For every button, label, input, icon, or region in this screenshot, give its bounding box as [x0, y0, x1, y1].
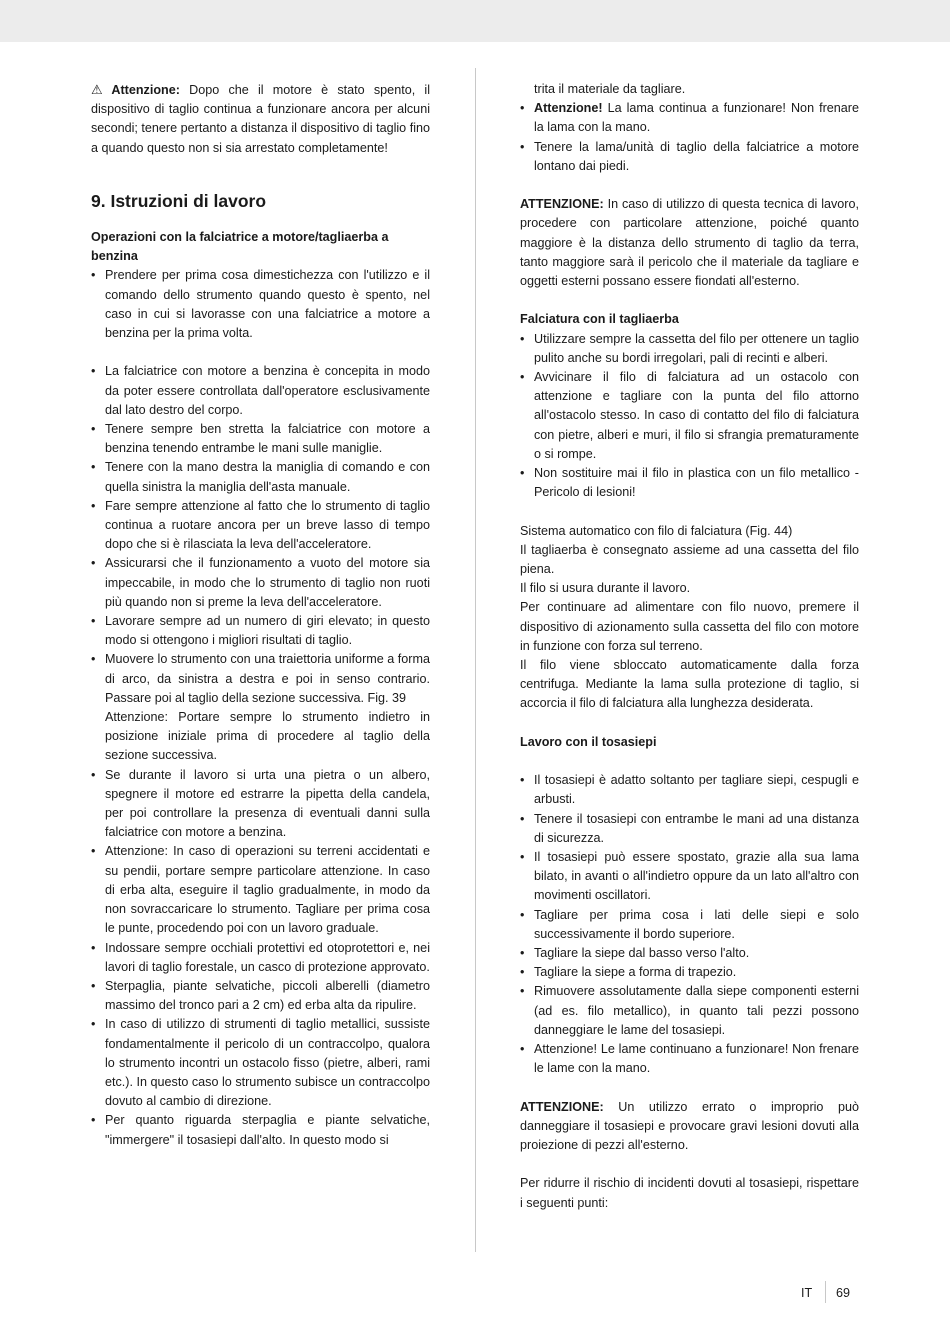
subhead-petrol-mower: Operazioni con la falciatrice a motore/tagliaerba a benzina [91, 230, 389, 264]
list-item: • In caso di utilizzo di strumenti di taglio metallici, sussiste fondamentalmente il pericolo di un contraccolpo, qualora lo strumento incontri un ostacolo fisso (pietre, alberi, rami etc.). In questo caso lo strumento subisce un contraccolpo dovuto al cambio di direzione. [91, 1015, 430, 1111]
header-band [0, 0, 950, 42]
footer-separator [825, 1281, 826, 1303]
list-item: • Attenzione! Le lame continuano a funzionare! Non frenare le lame con la mano. [520, 1040, 859, 1078]
list-item: • Lavorare sempre ad un numero di giri elevato; in questo modo si ottengono i migliori risultati di taglio. [91, 612, 430, 650]
list-item [91, 650, 430, 765]
list-item: • Per quanto riguarda sterpaglia e piante selvatiche, "immergere" il tosasiepi dall'alto. In questo modo si [91, 1111, 430, 1149]
list-item: • Attenzione: In caso di operazioni su terreni accidentati e su pendii, portare sempre particolare attenzione. In caso di erba alta, eseguire il taglio gradualmente, in modo da non sovraccaricare lo strumento. Tagliare per prima cosa le punte, procedendo poi con un lavoro graduale. [91, 842, 430, 938]
bullet-list-top [520, 99, 859, 176]
auto-line: Il tagliaerba è consegnato assieme ad una cassetta del filo piena. [520, 542, 859, 577]
section-title: 9. Istruzioni di lavoro [91, 191, 267, 211]
list-item [520, 99, 859, 137]
list-item: • Fare sempre attenzione al fatto che lo strumento di taglio continua a ruotare ancora per un breve lasso di tempo dopo che si è rilasciata la leva dell'acceleratore. [91, 497, 430, 555]
list-item: • Tenere il tosasiepi con entrambe le mani ad una distanza di sicurezza. [520, 810, 859, 848]
warning-text: Dopo che il motore è stato spento, il dispositivo di taglio continua a funzionare ancora per alcuni secondi; tenere pertanto a distanza il dispositivo di taglio fino a quando questo non si sia arrestato completamente! [91, 83, 430, 155]
attention-text: Un utilizzo errato o improprio può danneggiare il tosasiepi e provocare gravi lesioni dovuti alla proiezione di pezzi all'esterno. [520, 1099, 859, 1153]
list-item: • Tagliare per prima cosa i lati delle siepi e solo successivamente il bordo superiore. [520, 906, 859, 944]
subhead-hedge-trimmer: Lavoro con il tosasiepi [520, 734, 657, 749]
list-item: • Tagliare la siepe a forma di trapezio. [520, 963, 859, 982]
continuation-text: trita il materiale da tagliare. [534, 82, 686, 96]
list-item: • Avvicinare il filo di falciatura ad un ostacolo con attenzione e tagliare con la punta del filo attorno all'ostacolo stesso. In caso di contatto del filo di falciatura con pietre, alberi e muri, il filo si sfrangia prematuramente o si rompe. [520, 368, 859, 464]
list-item: • La falciatrice con motore a benzina è concepita in modo da poter essere controllata dall'operatore esclusivamente dal lato destro del corpo. [91, 362, 430, 420]
auto-line: Il filo viene sbloccato automaticamente dalla forza centrifuga. Mediante la lama sulla protezione di taglio, si accorcia il filo di falciatura alla lunghezza desiderata. [520, 658, 859, 711]
page-number: 69 [836, 1286, 851, 1300]
list-item: • Non sostituire mai il filo in plastica con un filo metallico - Pericolo di lesioni! [520, 464, 859, 502]
list-item: • Se durante il lavoro si urta una pietra o un albero, spegnere il motore ed estrarre la pipetta della candela, per poi controllare la presenza di eventuali danni sulla falciatrice con motore a benzina. [91, 766, 430, 843]
closing-paragraph: Per ridurre il rischio di incidenti dovuti al tosasiepi, rispettare i seguenti punti: [520, 1176, 859, 1210]
bullet-list-d [520, 330, 859, 503]
attention-label: ATTENZIONE: [520, 1099, 604, 1114]
left-column [91, 80, 430, 1150]
list-item: • Rimuovere assolutamente dalla siepe componenti esterni (ad es. filo metallico), in quanto tali pezzi possono danneggiare le lame del tosasiepi. [520, 982, 859, 1040]
bullet-list-e [520, 771, 859, 1078]
auto-line: Per continuare ad alimentare con filo nuovo, premere il dispositivo di azionamento sulla cassetta del filo con motore in funzione con forza sul terreno. [520, 600, 859, 653]
right-column [520, 80, 859, 1213]
list-item: • Tenere sempre ben stretta la falciatrice con motore a benzina tenendo entrambe le mani sulle maniglie. [91, 420, 430, 458]
arc-note: Attenzione: Portare sempre lo strumento indietro in posizione iniziale prima di procedere al taglio della sezione successiva. [105, 710, 430, 763]
attention-paragraph-2 [520, 1098, 859, 1156]
warning-label: Attenzione: [111, 83, 180, 97]
list-item: • Utilizzare sempre la cassetta del filo per ottenere un taglio pulito anche su bordi irregolari, pali di recinti e alberi. [520, 330, 859, 368]
list-item: • Tenere la lama/unità di taglio della falciatrice a motore lontano dai piedi. [520, 138, 859, 176]
auto-line: Il filo si usura durante il lavoro. [520, 581, 691, 596]
subhead-trimmer: Falciatura con il tagliaerba [520, 312, 679, 327]
list-item: • Tenere con la mano destra la maniglia di comando e con quella sinistra la maniglia dell'asta manuale. [91, 458, 430, 496]
attention-label: ATTENZIONE: [520, 197, 604, 212]
warning-triangle-icon: ⚠ [91, 82, 109, 97]
list-item: • Assicurarsi che il funzionamento a vuoto del motore sia impeccabile, in modo che lo strumento di taglio non ruoti più quando non si preme la leva dell'acceleratore. [91, 554, 430, 612]
warning-paragraph [91, 80, 430, 158]
list-item: • Il tosasiepi può essere spostato, grazie alla sua lama bilato, in avanti o all'indietro oppure da un lato all'altro con movimenti oscillatori. [520, 848, 859, 906]
list-item: • Prendere per prima cosa dimestichezza con l'utilizzo e il comando dello strumento quando questo è spento, nel caso in cui si lavorasse con una falciatrice a motore a benzina per la prima volta. [91, 266, 430, 343]
list-item: • Indossare sempre occhiali protettivi ed otoprotettori e, nei lavori di taglio forestale, un casco di protezione approvato. [91, 939, 430, 977]
attention-paragraph-1 [520, 195, 859, 291]
list-item: • Tagliare la siepe dal basso verso l'alto. [520, 944, 859, 963]
arc-text: Muovere lo strumento con una traiettoria uniforme a forma di arco, da sinistra a destra e poi in senso contrario. Passare poi al taglio della sezione successiva. Fig. 39 [105, 652, 430, 705]
list-item: • Il tosasiepi è adatto soltanto per tagliare siepi, cespugli e arbusti. [520, 771, 859, 809]
footer-language: IT [801, 1286, 813, 1300]
bullet-list-a [91, 266, 430, 343]
attention-text: In caso di utilizzo di questa tecnica di lavoro, procedere con particolare attenzione, poiché quanto maggiore è la distanza dello strumento di taglio da terra, tanto maggiore sarà il pericolo che il materiale da tagliare e oggetti esterni possano essere fiondati all'esterno. [520, 197, 859, 289]
column-divider [475, 68, 476, 1252]
bullet-bold-label: Attenzione! [534, 101, 603, 116]
bullet-list-b [91, 362, 430, 1149]
bullet-bold-text: La lama continua a funzionare! Non frenare la lama con la mano. [534, 101, 859, 135]
list-item: • Sterpaglia, piante selvatiche, piccoli alberelli (diametro massimo del tronco pari a 2 cm) ed erba alta da ripulire. [91, 977, 430, 1015]
auto-line: Sistema automatico con filo di falciatura (Fig. 44) [520, 523, 793, 538]
